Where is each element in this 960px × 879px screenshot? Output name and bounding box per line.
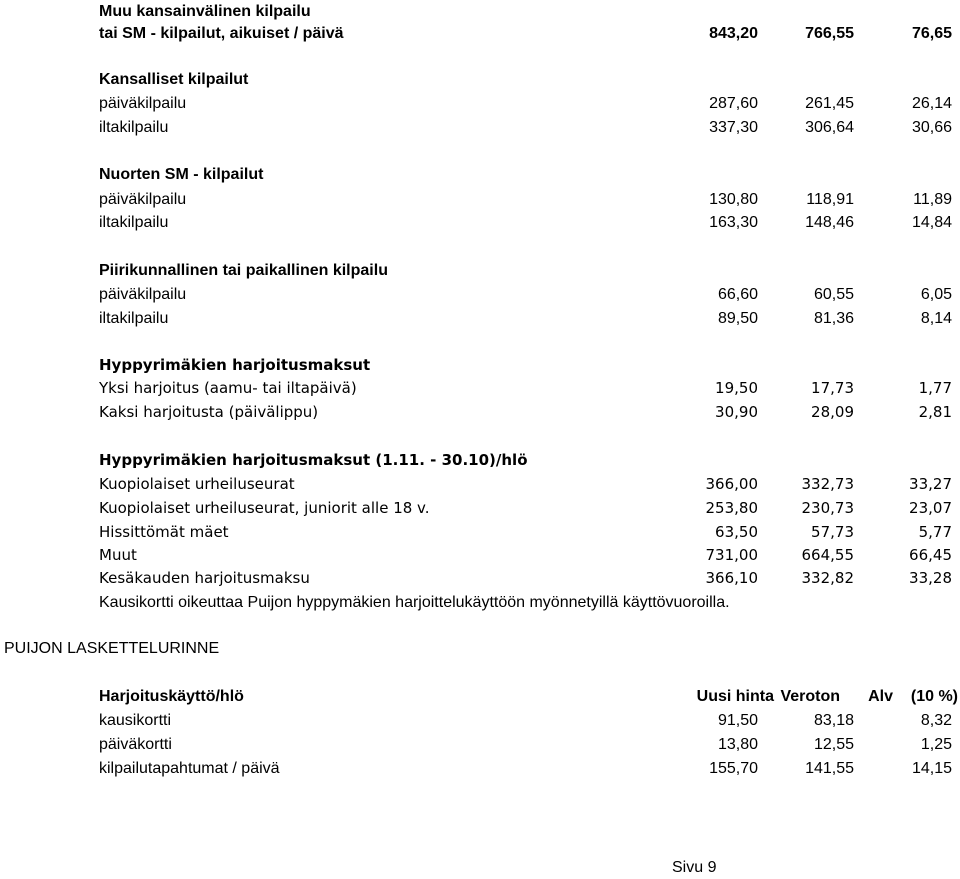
row-label: Muut [99,546,137,564]
slope-title: PUIJON LASKETTELURINNE [4,640,220,657]
table-row [0,212,960,234]
vat-value: 23,07 [909,499,952,517]
season-card-note: Kausikortti oikeuttaa Puijon hyppymäkien harjoittelukäyttöön myönnetyillä käyttövuoroilla. [99,594,730,611]
table-row [0,473,960,495]
section-title [0,449,960,471]
table-row [0,710,960,732]
net-value: 230,73 [801,499,854,517]
header-vat-rate: (10 %) [910,688,958,705]
vat-value: 1,77 [918,379,952,397]
price-value: 163,30 [709,214,758,231]
row-label: päiväkilpailu [99,95,187,112]
header-label: Harjoituskäyttö/hlö [99,688,244,705]
row-label: iltakilpailu [99,119,169,136]
net-value: 57,73 [811,523,854,541]
price-value: 843,20 [709,25,758,42]
row-label: Yksi harjoitus (aamu- tai iltapäivä) [99,379,357,397]
header-new-price: Uusi hinta [696,688,774,705]
section-title [0,69,960,91]
row-label: päiväkilpailu [99,286,187,303]
section-title-text: Hyppyrimäkien harjoitusmaksut (1.11. - 30.10)/hlö [99,451,528,469]
section-title [0,164,960,186]
row-label: Hissittömät mäet [99,523,229,541]
vat-value: 6,05 [920,286,952,303]
net-value: 28,09 [811,403,854,421]
price-value: 287,60 [709,95,758,112]
table-row [0,284,960,306]
section-title [0,354,960,376]
section-title-text: Hyppyrimäkien harjoitusmaksut [99,356,371,374]
table-row [0,734,960,756]
vat-value: 30,66 [911,119,952,136]
net-value: 332,82 [801,569,854,587]
vat-value: 8,14 [920,310,952,327]
row-label: Kesäkauden harjoitusmaksu [99,569,310,587]
vat-value: 11,89 [913,191,952,208]
section-title [0,260,960,282]
table-row [0,189,960,211]
net-value: 261,45 [805,95,854,112]
table-row [0,758,960,780]
table-row [0,93,960,115]
table-row [0,308,960,330]
vat-value: 5,77 [918,523,952,541]
section-heading [0,638,960,660]
vat-value: 14,84 [911,214,952,231]
row-label: päiväkortti [99,736,172,753]
row-label: Kuopiolaiset urheiluseurat, juniorit alle 18 v. [99,499,430,517]
table-row [0,544,960,566]
net-value: 12,55 [813,736,854,753]
row-label: päiväkilpailu [99,191,187,208]
vat-value: 66,45 [909,546,952,564]
vat-value: 33,28 [909,569,952,587]
table-row [0,567,960,589]
price-value: 66,60 [717,286,758,303]
section-title-text: Kansalliset kilpailut [99,71,249,88]
net-value: 81,36 [813,310,854,327]
price-value: 337,30 [709,119,758,136]
net-value: 60,55 [813,286,854,303]
section-title-text: Nuorten SM - kilpailut [99,166,264,183]
price-value: 130,80 [709,191,758,208]
row-label: Kuopiolaiset urheiluseurat [99,475,295,493]
vat-value: 76,65 [911,25,952,42]
vat-value: 33,27 [909,475,952,493]
price-value: 155,70 [709,760,758,777]
table-row [0,401,960,423]
price-value: 366,10 [705,569,758,587]
row-label: iltakilpailu [99,214,169,231]
price-value: 89,50 [717,310,758,327]
section-title-text: Muu kansainvälinen kilpailu [99,3,311,20]
table-row [0,497,960,519]
table-row [0,117,960,139]
vat-value: 26,14 [911,95,952,112]
header-net: Veroton [780,688,840,705]
net-value: 141,55 [805,760,854,777]
net-value: 17,73 [811,379,854,397]
net-value: 118,91 [806,191,854,208]
net-value: 83,18 [813,712,854,729]
section-title-text: Piirikunnallinen tai paikallinen kilpailu [99,262,388,279]
page-number: Sivu 9 [672,859,717,876]
price-value: 13,80 [717,736,758,753]
row-label: Kaksi harjoitusta (päivälippu) [99,403,319,421]
row-label: iltakilpailu [99,310,169,327]
price-value: 366,00 [705,475,758,493]
vat-value: 8,32 [920,712,952,729]
vat-value: 2,81 [918,403,952,421]
table-row [0,377,960,399]
note-row [0,592,960,614]
price-value: 91,50 [717,712,758,729]
vat-value: 1,25 [920,736,952,753]
net-value: 766,55 [805,25,854,42]
header-vat: Alv [868,688,893,705]
section-title [0,1,960,23]
row-label: tai SM - kilpailut, aikuiset / päivä [99,25,344,42]
row-label: kilpailutapahtumat / päivä [99,760,280,777]
net-value: 664,55 [801,546,854,564]
net-value: 148,46 [805,214,854,231]
price-value: 63,50 [715,523,758,541]
table-row [0,23,960,45]
row-label: kausikortti [99,712,172,729]
price-value: 253,80 [705,499,758,517]
table-row [0,521,960,543]
net-value: 332,73 [801,475,854,493]
net-value: 306,64 [805,119,854,136]
table-header [0,686,960,708]
price-value: 30,90 [715,403,758,421]
price-value: 19,50 [715,379,758,397]
vat-value: 14,15 [911,760,952,777]
price-value: 731,00 [705,546,758,564]
